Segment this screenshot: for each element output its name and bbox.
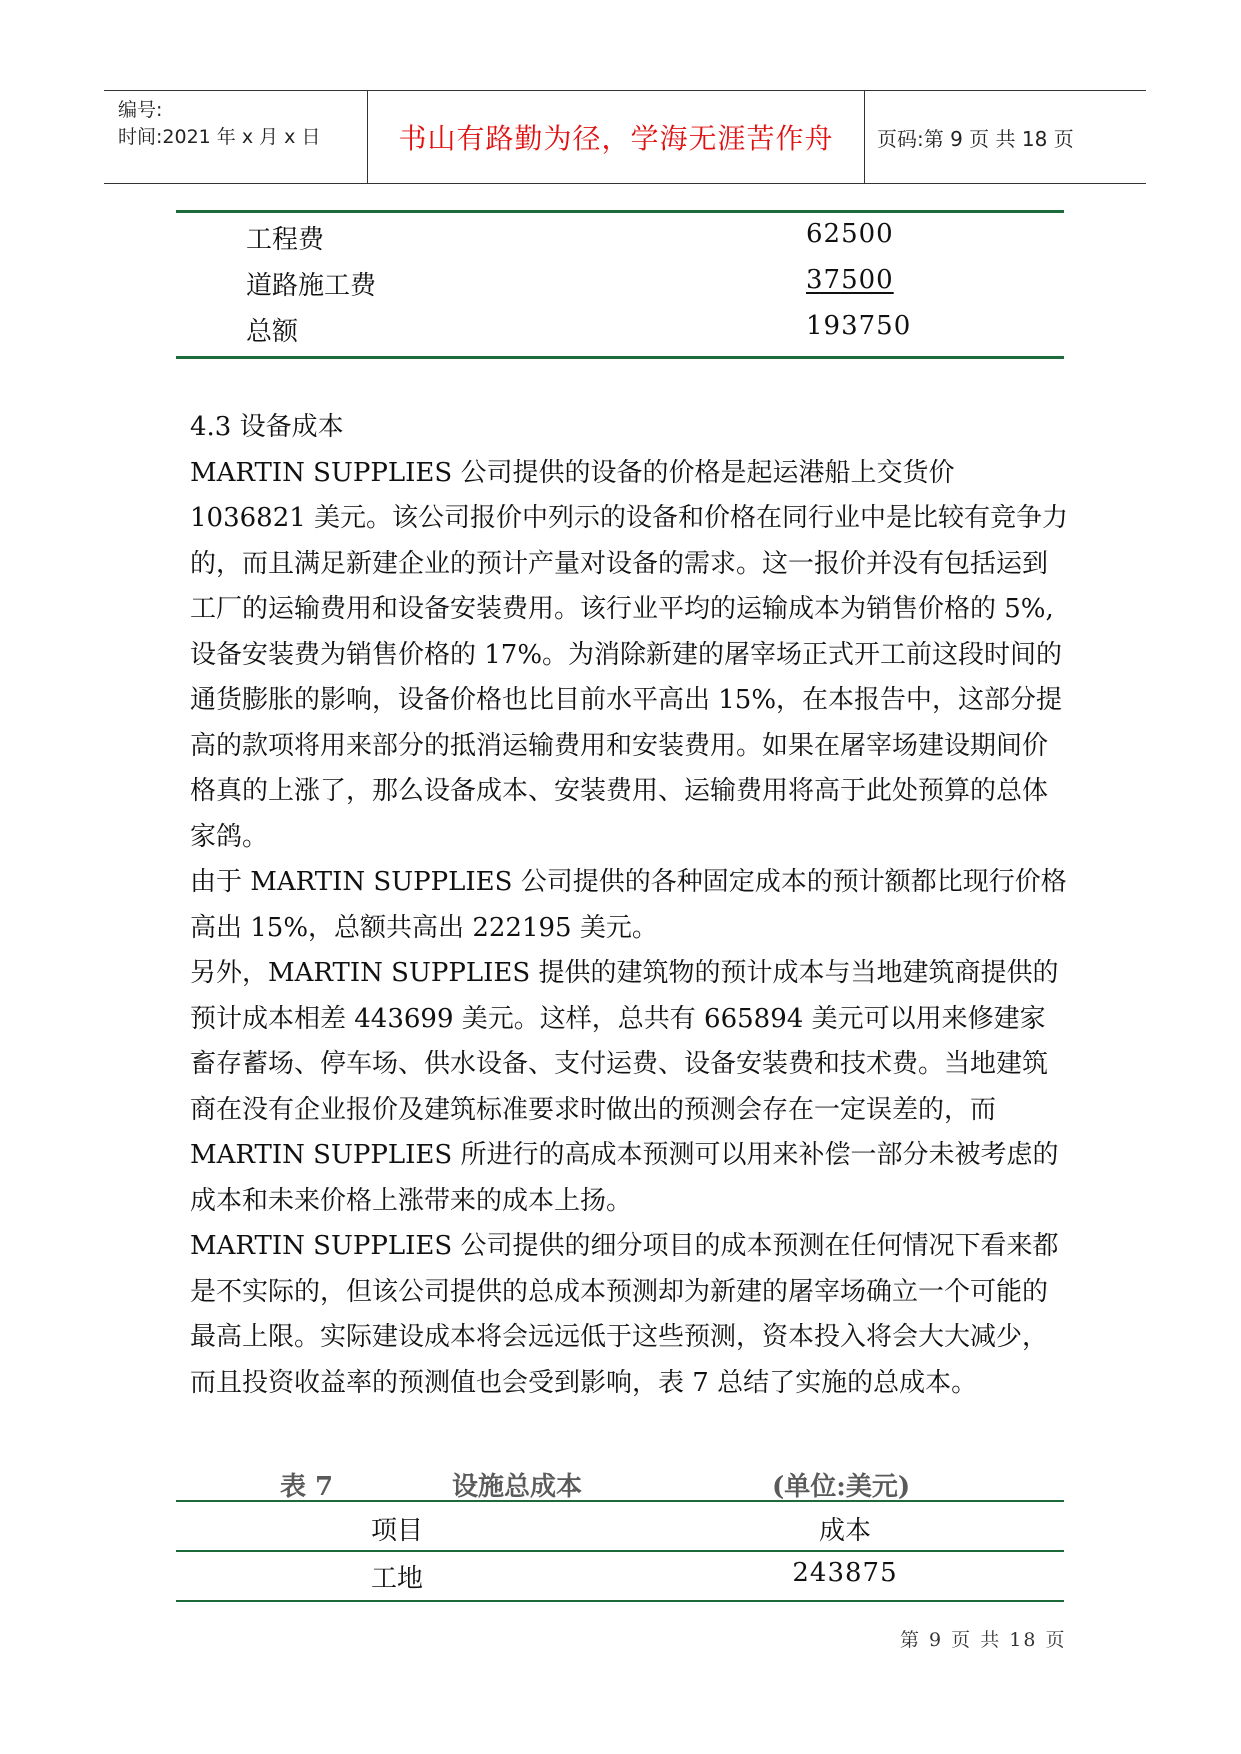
cost-summary-table <box>176 210 1064 359</box>
row-label: 总额 <box>246 317 299 347</box>
table7-row-item: 工地 <box>370 1564 423 1594</box>
row-value: 62500 <box>806 219 894 249</box>
table7-number: 表 7 <box>280 1472 334 1502</box>
header-page-cell <box>865 91 1146 183</box>
table7-title: 设施总成本 <box>452 1472 583 1502</box>
page-footer: 第 9 页 共 18 页 <box>900 1629 1067 1651</box>
header-page-info: 页码:第 9 页 共 18 页 <box>877 126 1074 151</box>
header-motto-cell <box>368 91 865 183</box>
table7-caption <box>176 1462 1064 1502</box>
table7-header-item: 项目 <box>370 1516 423 1546</box>
paragraph: MARTIN SUPPLIES 公司提供的设备的价格是起运港船上交货价 1036821 美元。该公司报价中列示的设备和价格在同行业中是比较有竞争力的，而且满足新建企业的预计产量对设备的需求。这一报价并没有包括运到工厂的运输费用和设备安装费用。该行业平均的运输成本为销售价格的 5%,设备安装费为销售价格的 17%。为消除新建的屠宰场正式开工前这段时间的通货膨胀的影响，设备价格也比目前水平高出 15%，在本报告中，这部分提高的款项将用来部分的抵消运输费用和安装费用。如果在屠宰场建设期间价格真的上涨了，那么设备成本、安装费用、运输费用将高于此处预算的总体家鸽。 <box>190 457 1069 852</box>
header-motto: 书山有路勤为径，学海无涯苦作舟 <box>398 122 834 155</box>
table7-header-cost: 成本 <box>818 1516 871 1546</box>
paragraph: MARTIN SUPPLIES 公司提供的细分项目的成本预测在任何情况下看来都是不实际的，但该公司提供的总成本预测却为新建的屠宰场确立一个可能的最高上限。实际建设成本将会远远低于这些预测，资本投入将会大大减少，而且投资收益率的预测值也会受到影响，表 7 总结了实施的总成本。 <box>190 1231 1059 1398</box>
page-header <box>104 90 1146 184</box>
row-label: 道路施工费 <box>246 271 377 301</box>
paragraph: 由于 MARTIN SUPPLIES 公司提供的各种固定成本的预计额都比现行价格高出 15%，总额共高出 222195 美元。 <box>190 867 1067 943</box>
table7-unit: (单位:美元) <box>772 1472 911 1502</box>
paragraph: 另外，MARTIN SUPPLIES 提供的建筑物的预计成本与当地建筑商提供的预计成本相差 443699 美元。这样，总共有 665894 美元可以用来修建家畜存蓄场、停车场、供水设备、支付运费、设备安装费和技术费。当地建筑商在没有企业报价及建筑标准要求时做出的预测会存在一定误差的，而 MARTIN SUPPLIES 所进行的高成本预测可以用来补偿一部分未被考虑的成本和未来价格上涨带来的成本上扬。 <box>190 958 1059 1216</box>
table-row <box>176 213 1064 259</box>
row-value: 37500 <box>806 265 894 295</box>
header-meta <box>104 91 368 183</box>
header-number-label: 编号: <box>118 99 163 121</box>
table7-row-cost: 243875 <box>792 1558 898 1588</box>
table7-divider <box>176 1550 1064 1552</box>
table-row <box>176 259 1064 305</box>
section-heading: 4.3 设备成本 <box>190 412 344 442</box>
table-row <box>176 305 1064 351</box>
section-body <box>190 405 1070 1406</box>
table7 <box>176 1500 1064 1602</box>
row-label: 工程费 <box>246 225 325 255</box>
header-time-label: 时间:2021 年 x 月 x 日 <box>118 126 321 148</box>
row-value: 193750 <box>806 311 912 341</box>
